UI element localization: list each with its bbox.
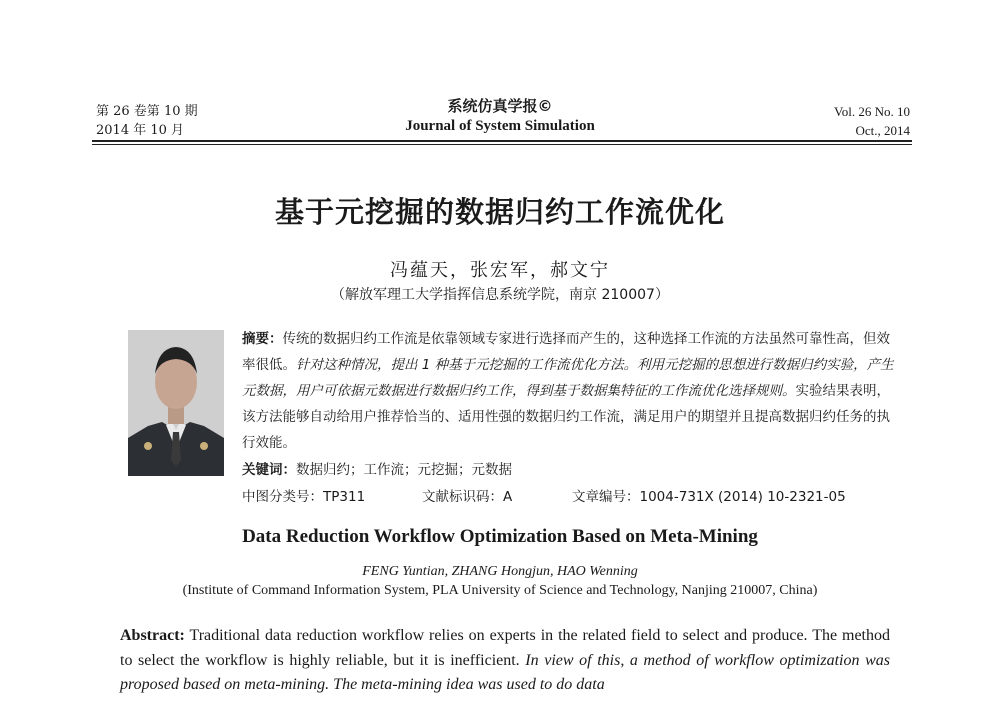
header-left — [96, 102, 198, 140]
abstract-cn-label: 摘要： — [242, 331, 283, 347]
authors-en: FENG Yuntian, ZHANG Hongjun, HAO Wenning — [362, 564, 638, 579]
header-rule-thin — [92, 144, 912, 145]
affiliation-en: (Institute of Command Information System, PLA University of Science and Technology, Nanjing 210007, China) — [182, 583, 818, 598]
classification-row — [242, 485, 902, 505]
article-title-cn: 基于元挖掘的数据归约工作流优化 — [274, 195, 725, 229]
keywords-cn-text: 数据归约；工作流；元挖掘；元数据 — [296, 462, 512, 478]
author-photo — [128, 330, 224, 476]
abstract-cn — [242, 326, 902, 456]
abstract-cn-part1: 传统的数据归约工作流是依靠领域专家进行选择而产生的，这种选择工作流的方法虽然可靠性高，但效率很低。 — [242, 331, 890, 373]
date-en: Oct., 2014 — [855, 123, 910, 138]
journal-name-en: Journal of System Simulation — [405, 118, 595, 134]
header-right — [834, 102, 910, 140]
article-title-en: Data Reduction Workflow Optimization Based on Meta-Mining — [242, 526, 758, 547]
affiliation-cn: （解放军理工大学指挥信息系统学院，南京 210007） — [331, 287, 669, 303]
date-cn: 2014 年 10 月 — [96, 123, 185, 138]
keywords-cn-label: 关键词： — [242, 462, 296, 478]
volume-issue-en: Vol. 26 No. 10 — [834, 104, 910, 119]
abstract-en-part2: In view of this, a method of workflow optimization was proposed based on meta-mining. The meta-mining idea was used to do data — [120, 651, 890, 693]
abstract-en-label: Abstract: — [120, 627, 185, 644]
volume-issue-cn: 第 26 卷第 10 期 — [96, 104, 198, 119]
journal-name-cn: 系统仿真学报© — [447, 97, 553, 115]
header-center — [330, 96, 670, 136]
abstract-cn-part3: 实验结果表明，该方法能够自动给用户推荐恰当的、适用性强的数据归约工作流，满足用户的期望并且提高数据归约任务的执行效能。 — [242, 383, 890, 451]
abstract-en — [120, 624, 890, 698]
article-number: 文章编号：1004-731X (2014) 10-2321-05 — [572, 489, 846, 505]
authors-cn: 冯蕴天，张宏军，郝文宁 — [390, 260, 610, 281]
clc-number: 中图分类号：TP311 — [242, 489, 366, 505]
abstract-en-part1: Traditional data reduction workflow relies on experts in the related field to select and produce. The method to select the workflow is highly reliable, but it is inefficient. — [120, 627, 890, 669]
author-photo-image — [128, 330, 224, 476]
header-rule-thick — [92, 140, 912, 142]
abstract-cn-part2: 针对这种情况，提出 1 种基于元挖掘的工作流优化方法。利用元挖掘的思想进行数据归约实验，产生元数据，用户可依据元数据进行数据归约工作，得到基于数据集特征的工作流优化选择规则。 — [242, 357, 894, 399]
keywords-cn — [242, 458, 902, 478]
document-code: 文献标识码：A — [422, 489, 513, 505]
